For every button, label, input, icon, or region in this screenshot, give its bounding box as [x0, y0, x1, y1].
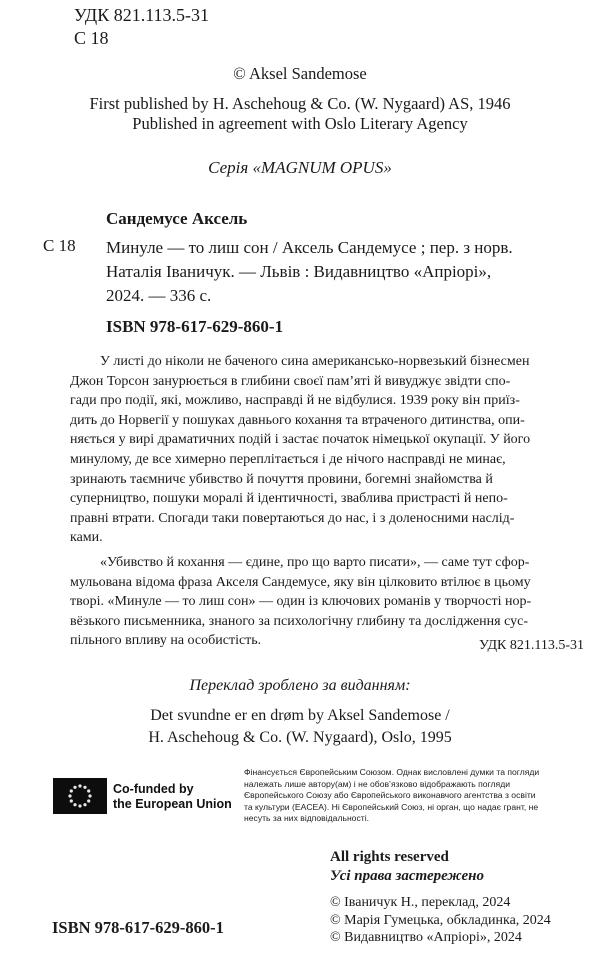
udk-code: УДК 821.113.5-31 — [74, 5, 210, 25]
annotation-line: гади про події, які, можливо, насправді й не відбулися. 1939 року він приїз- — [70, 393, 520, 409]
annotation-line: вёзького письменника, знаного за психологічну глибину та дослідження сус- — [70, 613, 528, 629]
author-heading: Сандемусе Аксель — [106, 209, 248, 228]
agreement-line: Published in agreement with Oslo Literary Agency — [132, 114, 468, 133]
isbn-bottom: ISBN 978-617-629-860-1 — [52, 918, 224, 937]
translation-source-line: H. Aschehoug & Co. (W. Nygaard), Oslo, 1995 — [148, 729, 452, 746]
annotation-line: «Убивство й кохання — єдине, про що варто писати», — саме тут сфор- — [100, 554, 530, 570]
translation-source — [0, 675, 600, 749]
annotation-line: ками. — [70, 530, 103, 546]
rights-uk: Усі права застережено — [330, 868, 484, 884]
annotation-line: творі. «Минуле — то лиш сон» — один із ключових романів у творчості нор- — [70, 594, 532, 610]
biblio-line: 2024. — 336 с. — [106, 286, 212, 305]
annotation-line: правні втрати. Спогади таки повертаються до нас, і з доленосними наслід- — [70, 510, 515, 526]
disclaimer-line: Фінансується Європейським Союзом. Однак висловлені думки та погляди — [244, 767, 540, 777]
biblio-line: Минуле — то лиш сон / Аксель Сандемусе ; пер. з норв. — [106, 238, 513, 257]
copyright-author: © Aksel Sandemose — [233, 64, 367, 83]
first-published: First published by H. Aschehoug & Co. (W. Nygaard) AS, 1946 — [89, 94, 511, 113]
annotation-line: У листі до ніколи не баченого сина американсько-норвезький бізнесмен — [100, 354, 530, 369]
disclaimer-line: несуть за них відповідальності. — [244, 813, 369, 824]
annotation-line: Джон Торсон занурюється в глибини своєї пам’яті й вивуджує звідти спо- — [70, 373, 511, 389]
bibliographic-record — [106, 236, 586, 308]
annotation-line: пільного впливу на особистість. — [70, 633, 262, 649]
eu-cofunded-line: Co-funded by — [113, 782, 194, 796]
translation-source-line: Det svundne er en drøm by Aksel Sandemose / — [150, 707, 450, 724]
isbn-main: ISBN 978-617-629-860-1 — [106, 317, 284, 336]
disclaimer-line: Європейського Союзу або Європейського виконавчого агентства з освіти — [244, 790, 536, 801]
translation-heading: Переклад зроблено за виданням: — [189, 677, 411, 694]
rights-en: All rights reserved — [330, 849, 449, 865]
udk-right: УДК 821.113.5-31 — [478, 638, 584, 653]
credit-line: © Марія Гумецька, обкладинка, 2024 — [330, 912, 551, 928]
bbk-code: С 18 — [74, 28, 109, 48]
copyright-credits — [330, 894, 551, 947]
series-title: Серія «MAGNUM OPUS» — [208, 158, 392, 177]
disclaimer-line: та культури (EACEA). Ні Європейський Союз, ні орган, що надає грант, не — [244, 801, 539, 812]
rights-reserved — [330, 848, 484, 886]
credit-line: © Видавництво «Апріорі», 2024 — [330, 930, 522, 946]
annotation-line: суперництво, пошуки моралі й ідентичності, зваблива пристрасті й непо- — [70, 491, 508, 507]
eu-flag-icon — [53, 778, 107, 814]
disclaimer-line: належать лише автору(ам) і не обов’язково відображають погляди — [244, 778, 511, 789]
eu-cofunded — [113, 782, 232, 812]
copyright-block — [0, 64, 600, 134]
annotation-line: минулому, де все химерно переплітається і де нічого насправді не минає, — [70, 451, 506, 467]
udk-header — [74, 4, 209, 50]
annotation-line: дить до Норвегії у пошуках давнього кохання та втраченого дитинства, опи- — [70, 412, 525, 428]
eu-disclaimer — [244, 767, 588, 825]
eu-stars-icon — [53, 778, 107, 814]
eu-cofunded-line: the European Union — [113, 797, 232, 811]
annotation — [70, 352, 588, 651]
catalog-code: С 18 — [43, 236, 76, 255]
annotation-line: зринають таємничє убивство й почуття провини, богемні знайомства й — [70, 471, 493, 487]
annotation-line: няється у вирі драматичних подій і застає початок німецької окупації. У його — [70, 432, 531, 448]
annotation-line: мульована відома фраза Акселя Сандемусе, яку він цілковито втілює в цьому — [70, 574, 531, 590]
credit-line: © Іваничук Н., переклад, 2024 — [330, 895, 511, 910]
biblio-line: Наталія Іваничук. — Львів : Видавництво «Апріорі», — [106, 262, 492, 281]
